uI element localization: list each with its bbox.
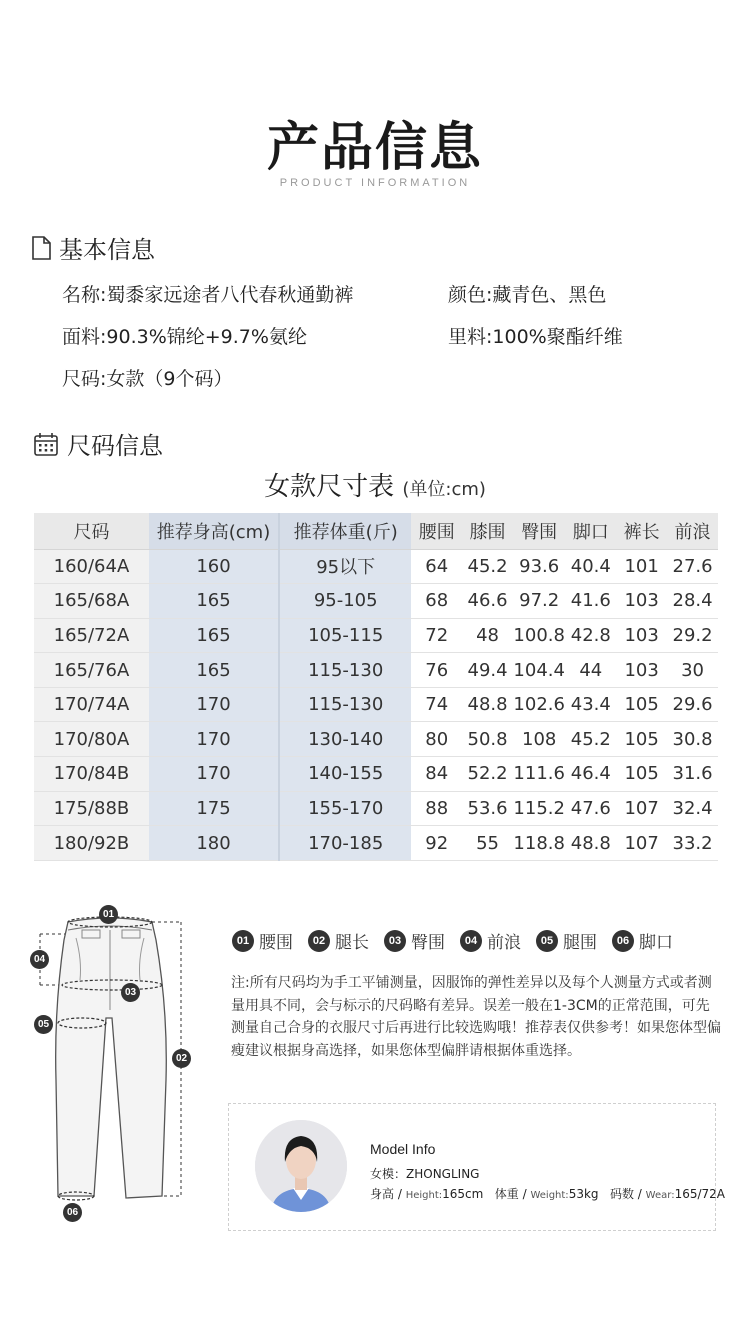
table-cell: 31.6 xyxy=(667,757,718,792)
table-cell: 46.4 xyxy=(565,757,616,792)
table-cell: 97.2 xyxy=(513,584,565,619)
table-cell: 180/92B xyxy=(34,826,149,861)
legend-item xyxy=(308,928,369,953)
table-cell: 170 xyxy=(149,722,279,757)
legend-label: 腿围 xyxy=(563,933,597,953)
size-table-unit: (单位:cm) xyxy=(402,479,486,500)
diagram-badge-06: 06 xyxy=(63,1203,82,1222)
legend-badge: 01 xyxy=(232,930,254,952)
table-cell: 170-185 xyxy=(279,826,411,861)
size-info-label: 尺码信息 xyxy=(67,432,163,460)
table-cell: 55 xyxy=(462,826,513,861)
table-cell: 103 xyxy=(616,653,667,688)
table-cell: 108 xyxy=(513,722,565,757)
table-cell: 43.4 xyxy=(565,687,616,722)
table-cell: 52.2 xyxy=(462,757,513,792)
table-cell: 107 xyxy=(616,826,667,861)
table-cell: 103 xyxy=(616,584,667,619)
table-cell: 29.2 xyxy=(667,618,718,653)
table-cell: 165/68A xyxy=(34,584,149,619)
table-cell: 105 xyxy=(616,687,667,722)
table-cell: 88 xyxy=(411,791,462,826)
height-en: Height: xyxy=(405,1190,443,1201)
table-cell: 44 xyxy=(565,653,616,688)
model-avatar xyxy=(255,1120,347,1212)
table-cell: 42.8 xyxy=(565,618,616,653)
table-cell: 102.6 xyxy=(513,687,565,722)
model-name: 女模：ZHONGLING xyxy=(370,1167,480,1181)
table-cell: 105 xyxy=(616,757,667,792)
product-name: 名称:蜀黍家远途者八代春秋通勤裤 xyxy=(62,284,354,306)
legend-label: 腿长 xyxy=(335,933,369,953)
basic-info-heading xyxy=(31,230,155,265)
table-cell: 48.8 xyxy=(462,687,513,722)
table-cell: 80 xyxy=(411,722,462,757)
table-cell: 140-155 xyxy=(279,757,411,792)
table-cell: 29.6 xyxy=(667,687,718,722)
basic-info-label: 基本信息 xyxy=(59,236,155,264)
page-title: 产品信息 xyxy=(266,118,483,178)
table-cell: 45.2 xyxy=(462,549,513,584)
table-cell: 175/88B xyxy=(34,791,149,826)
size-info-heading xyxy=(33,426,163,461)
table-cell: 40.4 xyxy=(565,549,616,584)
table-cell: 68 xyxy=(411,584,462,619)
table-cell: 111.6 xyxy=(513,757,565,792)
table-row xyxy=(34,687,718,722)
table-row xyxy=(34,584,718,619)
table-cell: 27.6 xyxy=(667,549,718,584)
legend-badge: 06 xyxy=(612,930,634,952)
model-portrait-icon xyxy=(255,1120,347,1212)
table-cell: 165/72A xyxy=(34,618,149,653)
table-cell: 48.8 xyxy=(565,826,616,861)
measurement-note: 注:所有尺码均为手工平铺测量，因服饰的弹性差异以及每个人测量方式或者测量用具不同，会与标示的尺码略有差异。误差一般在1-3CM的正常范围，可先测量自己合身的衣服尺寸后再进行比较选购哦！推荐表仅供参考！如果您体型偏瘦建议根据身高选择，如果您体型偏胖请根据体重选择。 xyxy=(231,975,721,1059)
table-cell: 165 xyxy=(149,653,279,688)
legend-badge: 02 xyxy=(308,930,330,952)
table-row xyxy=(34,618,718,653)
legend-badge: 05 xyxy=(536,930,558,952)
diagram-badge-01: 01 xyxy=(99,905,118,924)
size-table-header-row xyxy=(34,513,718,549)
table-cell: 72 xyxy=(411,618,462,653)
size-table xyxy=(34,513,718,861)
col-header: 脚口 xyxy=(565,513,616,549)
wear-label: 码数 / xyxy=(609,1187,642,1201)
table-cell: 33.2 xyxy=(667,826,718,861)
table-cell: 115.2 xyxy=(513,791,565,826)
table-cell: 104.4 xyxy=(513,653,565,688)
table-cell: 48 xyxy=(462,618,513,653)
table-cell: 95-105 xyxy=(279,584,411,619)
table-cell: 76 xyxy=(411,653,462,688)
table-row xyxy=(34,549,718,584)
size-table-title-text: 女款尺寸表 xyxy=(264,472,395,502)
weight-value: 53kg xyxy=(568,1187,599,1201)
table-cell: 103 xyxy=(616,618,667,653)
legend-item xyxy=(536,928,597,953)
product-size: 尺码:女款（9个码） xyxy=(62,368,233,390)
table-cell: 28.4 xyxy=(667,584,718,619)
table-cell: 92 xyxy=(411,826,462,861)
legend-item xyxy=(612,928,673,953)
col-header: 裤长 xyxy=(616,513,667,549)
table-cell: 165/76A xyxy=(34,653,149,688)
table-row xyxy=(34,722,718,757)
table-cell: 175 xyxy=(149,791,279,826)
table-cell: 84 xyxy=(411,757,462,792)
diagram-badge-02: 02 xyxy=(172,1049,191,1068)
legend-item xyxy=(384,928,445,953)
document-icon xyxy=(31,236,51,260)
table-cell: 46.6 xyxy=(462,584,513,619)
wear-value: 165/72A xyxy=(674,1187,725,1201)
table-cell: 170/80A xyxy=(34,722,149,757)
table-row xyxy=(34,653,718,688)
table-cell: 165 xyxy=(149,584,279,619)
table-cell: 101 xyxy=(616,549,667,584)
col-header: 腰围 xyxy=(411,513,462,549)
table-cell: 170/84B xyxy=(34,757,149,792)
table-cell: 165 xyxy=(149,618,279,653)
legend-label: 前浪 xyxy=(487,933,521,953)
product-fabric: 面料:90.3%锦纶+9.7%氨纶 xyxy=(62,326,307,348)
weight-en: Weight: xyxy=(530,1190,569,1201)
table-cell: 170 xyxy=(149,757,279,792)
product-lining: 里料:100%聚酯纤维 xyxy=(448,326,623,348)
table-cell: 115-130 xyxy=(279,653,411,688)
height-label: 身高 / xyxy=(370,1187,402,1201)
table-cell: 105 xyxy=(616,722,667,757)
table-cell: 118.8 xyxy=(513,826,565,861)
table-cell: 170 xyxy=(149,687,279,722)
table-cell: 160 xyxy=(149,549,279,584)
table-cell: 53.6 xyxy=(462,791,513,826)
model-stats xyxy=(370,1185,725,1202)
legend-item xyxy=(460,928,521,953)
table-cell: 170/74A xyxy=(34,687,149,722)
wear-en: Wear: xyxy=(645,1190,675,1201)
legend-label: 腰围 xyxy=(259,933,293,953)
col-header: 推荐身高(cm) xyxy=(149,513,279,549)
table-cell: 45.2 xyxy=(565,722,616,757)
table-cell: 180 xyxy=(149,826,279,861)
col-header: 推荐体重(斤) xyxy=(279,513,411,549)
table-cell: 160/64A xyxy=(34,549,149,584)
legend-badge: 03 xyxy=(384,930,406,952)
table-cell: 64 xyxy=(411,549,462,584)
size-table-title xyxy=(0,466,750,503)
table-row xyxy=(34,757,718,792)
product-color: 颜色:藏青色、黑色 xyxy=(448,284,607,306)
table-cell: 41.6 xyxy=(565,584,616,619)
diagram-badge-04: 04 xyxy=(30,950,49,969)
table-row xyxy=(34,826,718,861)
col-header: 尺码 xyxy=(34,513,149,549)
legend-badge: 04 xyxy=(460,930,482,952)
table-cell: 105-115 xyxy=(279,618,411,653)
page-subtitle: PRODUCT INFORMATION xyxy=(279,177,471,189)
legend-item xyxy=(232,928,293,953)
legend-label: 脚口 xyxy=(639,933,673,953)
table-cell: 107 xyxy=(616,791,667,826)
table-cell: 47.6 xyxy=(565,791,616,826)
table-cell: 74 xyxy=(411,687,462,722)
table-cell: 95以下 xyxy=(279,549,411,584)
col-header: 前浪 xyxy=(667,513,718,549)
table-cell: 30 xyxy=(667,653,718,688)
diagram-badge-03: 03 xyxy=(121,983,140,1002)
table-cell: 130-140 xyxy=(279,722,411,757)
table-row xyxy=(34,791,718,826)
col-header: 膝围 xyxy=(462,513,513,549)
table-cell: 50.8 xyxy=(462,722,513,757)
model-info-title: Model Info xyxy=(370,1141,436,1157)
col-header: 臀围 xyxy=(513,513,565,549)
legend-label: 臀围 xyxy=(411,933,445,953)
measurement-legend xyxy=(232,928,673,953)
calendar-icon xyxy=(33,431,59,457)
table-cell: 49.4 xyxy=(462,653,513,688)
weight-label: 体重 / xyxy=(494,1187,527,1201)
table-cell: 93.6 xyxy=(513,549,565,584)
table-cell: 100.8 xyxy=(513,618,565,653)
table-cell: 32.4 xyxy=(667,791,718,826)
table-cell: 155-170 xyxy=(279,791,411,826)
table-cell: 30.8 xyxy=(667,722,718,757)
table-cell: 115-130 xyxy=(279,687,411,722)
height-value: 165cm xyxy=(442,1187,484,1201)
diagram-badge-05: 05 xyxy=(34,1015,53,1034)
